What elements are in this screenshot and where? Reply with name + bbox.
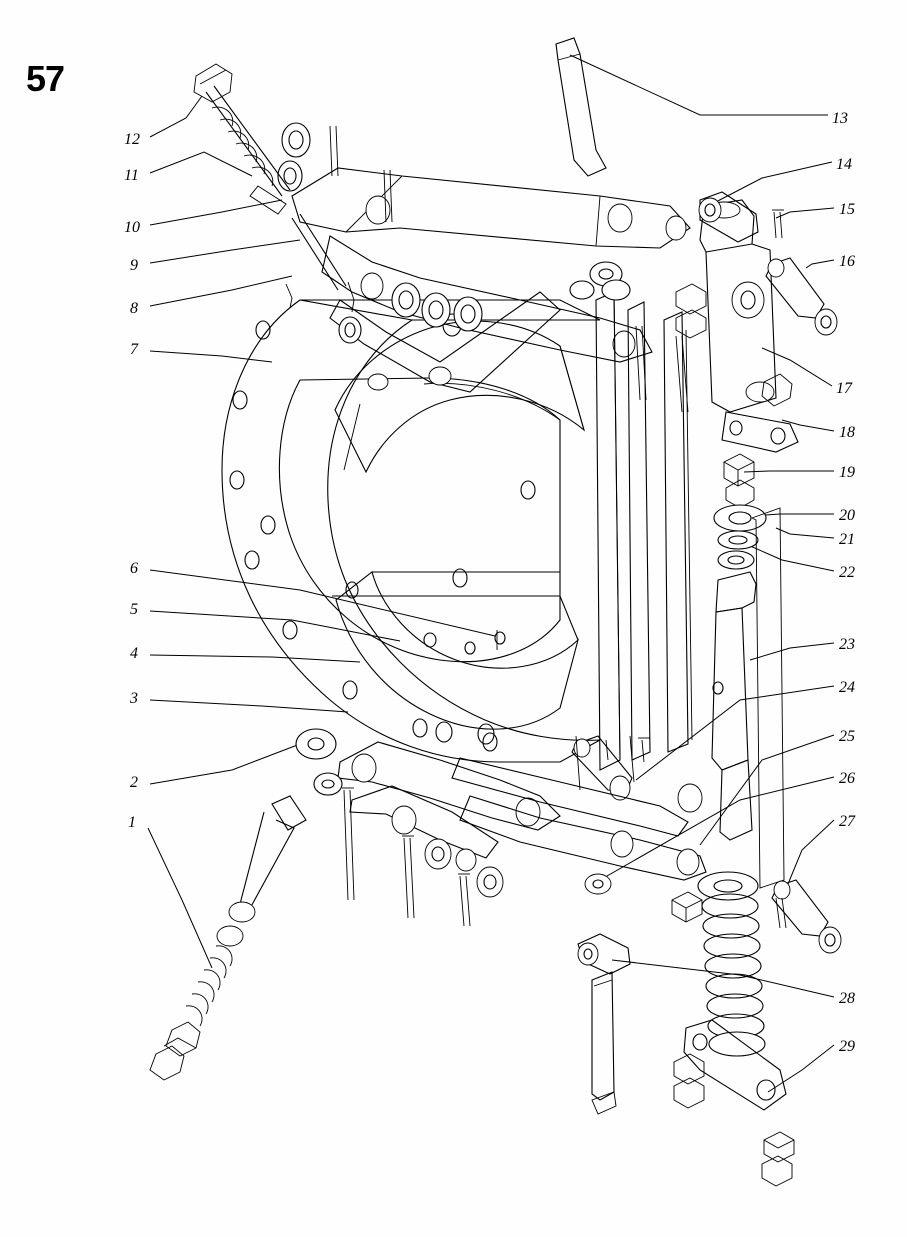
callout-7: 7 xyxy=(130,341,138,358)
lever-13 xyxy=(556,38,606,176)
callout-12: 12 xyxy=(124,131,140,148)
callout-1: 1 xyxy=(128,814,136,831)
lower-linkage-arms xyxy=(338,742,706,897)
callout-10: 10 xyxy=(124,219,140,236)
tie-rod-upper xyxy=(194,64,290,214)
callout-4: 4 xyxy=(130,645,138,662)
bolt-assembly-1 xyxy=(150,729,342,1080)
housing-bore xyxy=(279,378,560,662)
callout-9: 9 xyxy=(130,257,138,274)
callout-27: 27 xyxy=(839,813,855,830)
callout-19: 19 xyxy=(839,464,855,481)
callout-21: 21 xyxy=(839,531,855,548)
callout-20: 20 xyxy=(839,507,855,524)
callout-14: 14 xyxy=(836,156,852,173)
callout-28: 28 xyxy=(839,990,855,1007)
cylinder-17 xyxy=(700,200,798,452)
callout-8: 8 xyxy=(130,300,138,317)
link-16 xyxy=(766,258,837,335)
cotter-pins-bottom xyxy=(342,326,688,926)
callout-26: 26 xyxy=(839,770,855,787)
callout-15: 15 xyxy=(839,201,855,218)
callout-11: 11 xyxy=(124,167,139,184)
lower-brake-shoe xyxy=(332,572,578,744)
callout-5: 5 xyxy=(130,601,138,618)
callout-29: 29 xyxy=(839,1038,855,1055)
spring-26 xyxy=(698,872,765,1056)
callout-24: 24 xyxy=(839,679,855,696)
page-number: 57 xyxy=(26,58,65,99)
callout-16: 16 xyxy=(839,253,855,270)
callout-6: 6 xyxy=(130,560,138,577)
link-24 xyxy=(572,736,650,800)
upper-linkage-arms xyxy=(292,168,690,392)
callout-23: 23 xyxy=(839,636,855,653)
callout-3: 3 xyxy=(130,690,138,707)
stack-19-23 xyxy=(712,454,784,888)
bushings-top-right xyxy=(570,262,792,406)
callout-18: 18 xyxy=(839,424,855,441)
callout-2: 2 xyxy=(130,774,138,791)
callout-22: 22 xyxy=(839,564,855,581)
link-27 xyxy=(772,880,841,953)
housing-plate xyxy=(222,300,600,762)
callout-13: 13 xyxy=(832,110,848,127)
callout-25: 25 xyxy=(839,728,855,745)
cotter-pin-15 xyxy=(772,210,784,238)
upper-brake-band xyxy=(335,321,584,472)
callout-17: 17 xyxy=(836,380,852,397)
